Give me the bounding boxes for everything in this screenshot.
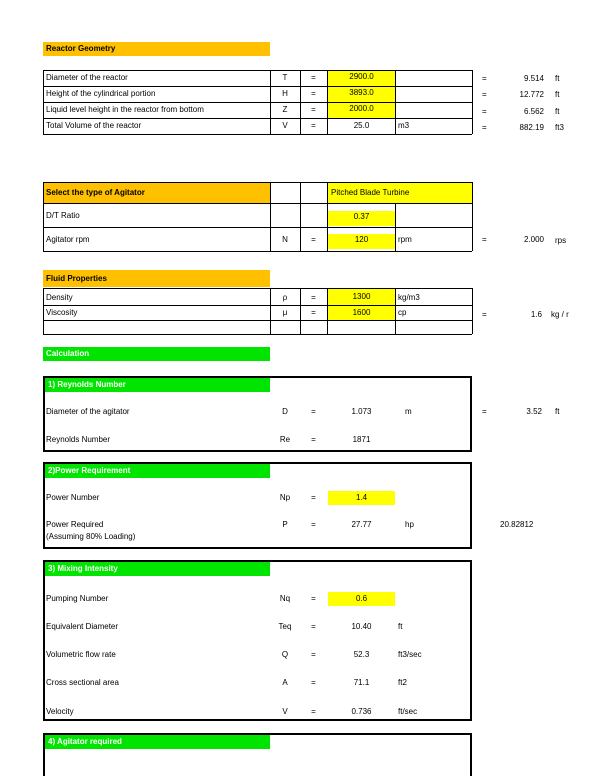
power-required-label: Power Required	[46, 520, 104, 529]
symbol-d: D	[282, 407, 288, 416]
unit-ft3-sec: ft3/sec	[398, 650, 422, 659]
power-extra-value: 20.82812	[500, 520, 534, 529]
agitator-diameter-value: 1.073	[351, 407, 372, 416]
power-number-label: Power Number	[46, 493, 100, 502]
reynolds-number-value: 1871	[352, 435, 371, 444]
volumetric-flow-label: Volumetric flow rate	[46, 650, 116, 659]
symbol-a: A	[282, 678, 288, 687]
equals: =	[311, 493, 316, 502]
unit-ft: ft	[555, 74, 560, 83]
equals: =	[311, 293, 316, 302]
pumping-number-label: Pumping Number	[46, 594, 109, 603]
equals: =	[311, 520, 316, 529]
reynolds-header: 1) Reynolds Number	[45, 378, 270, 392]
reynolds-number-label: Reynolds Number	[46, 435, 111, 444]
equals: =	[482, 74, 487, 83]
equals: =	[311, 105, 316, 114]
equals: =	[311, 73, 316, 82]
velocity-label: Velocity	[46, 707, 74, 716]
equals: =	[311, 435, 316, 444]
fluid-properties-header: Fluid Properties	[43, 270, 270, 287]
equals: =	[482, 310, 487, 319]
equals: =	[311, 407, 316, 416]
unit-kg-m3: kg/m3	[398, 293, 420, 302]
symbol-mu: μ	[282, 308, 288, 317]
equals: =	[311, 308, 316, 317]
unit-ft: ft	[555, 90, 560, 99]
row-label-diameter: Diameter of the reactor	[46, 73, 128, 82]
equals: =	[311, 89, 316, 98]
agitator-type-select[interactable]: Pitched Blade Turbine	[328, 183, 472, 203]
symbol-z: Z	[282, 105, 288, 114]
equals: =	[311, 594, 316, 603]
equals: =	[311, 650, 316, 659]
equals: =	[311, 707, 316, 716]
mixing-section	[43, 560, 472, 721]
height-input[interactable]: 3893.0	[328, 87, 395, 102]
equals: =	[482, 407, 487, 416]
symbol-nq: Nq	[279, 594, 291, 603]
liquid-level-input[interactable]: 2000.0	[328, 103, 395, 118]
unit-rps: rps	[555, 236, 567, 245]
equals: =	[482, 123, 487, 132]
symbol-rho: ρ	[282, 293, 288, 302]
reactor-geometry-header: Reactor Geometry	[43, 42, 270, 56]
equals: =	[311, 121, 316, 130]
unit-ft: ft	[555, 407, 560, 416]
viscosity-label: Viscosity	[46, 308, 78, 317]
calculation-header: Calculation	[43, 347, 270, 361]
symbol-re: Re	[279, 435, 291, 444]
unit-m: m	[405, 407, 412, 416]
unit-hp: hp	[405, 520, 414, 529]
symbol-teq: Teq	[278, 622, 292, 631]
total-volume-value: 25.0	[353, 121, 370, 130]
agitator-rpm-label: Agitator rpm	[46, 235, 90, 244]
equivalent-diameter-value: 10.40	[351, 622, 372, 631]
diameter-ft-value: 9.514	[523, 74, 544, 83]
cross-section-value: 71.1	[353, 678, 370, 687]
equals: =	[482, 235, 487, 244]
symbol-n: N	[282, 235, 288, 244]
unit-rpm: rpm	[398, 235, 412, 244]
density-label: Density	[46, 293, 73, 302]
agitator-diameter-ft-value: 3.52	[526, 407, 542, 416]
symbol-q: Q	[281, 650, 289, 659]
unit-cp: cp	[398, 308, 407, 317]
unit-ft-sec: ft/sec	[398, 707, 418, 716]
symbol-p: P	[282, 520, 288, 529]
dt-ratio-label: D/T Ratio	[46, 211, 80, 220]
symbol-v: V	[282, 707, 288, 716]
equals: =	[482, 90, 487, 99]
power-required-value: 27.77	[351, 520, 372, 529]
unit-ft3: ft3	[555, 123, 564, 132]
density-input[interactable]: 1300	[328, 289, 395, 305]
equals: =	[311, 622, 316, 631]
pumping-number-input[interactable]: 0.6	[328, 592, 395, 606]
agitator-required-header: 4) Agitator required	[45, 735, 270, 749]
equivalent-diameter-label: Equivalent Diameter	[46, 622, 119, 631]
unit-kg-r: kg / r	[551, 310, 569, 319]
liquid-level-ft-value: 6.562	[523, 107, 544, 116]
unit-ft: ft	[398, 622, 403, 631]
equals: =	[311, 235, 316, 244]
agitator-rpm-input[interactable]: 120	[328, 234, 395, 249]
diameter-input[interactable]: 2900.0	[328, 71, 395, 86]
agitator-type-header: Select the type of Agitator	[43, 182, 270, 203]
equals: =	[311, 678, 316, 687]
row-label-liquid-level: Liquid level height in the reactor from bottom	[46, 105, 204, 114]
unit-m3: m3	[398, 121, 410, 130]
viscosity-conv-value: 1.6	[530, 310, 542, 319]
total-volume-ft3-value: 882.19	[519, 123, 544, 132]
row-label-total-volume: Total Volume of the reactor	[46, 121, 142, 130]
power-number-input[interactable]: 1.4	[328, 491, 395, 505]
velocity-value: 0.736	[351, 707, 372, 716]
row-label-height: Height of the cylindrical portion	[46, 89, 156, 98]
unit-ft: ft	[555, 107, 560, 116]
agitator-rps-value: 2.000	[523, 235, 544, 244]
symbol-v: V	[282, 121, 288, 130]
unit-ft2: ft2	[398, 678, 407, 687]
volumetric-flow-value: 52.3	[353, 650, 370, 659]
power-header: 2)Power Requirement	[45, 464, 270, 478]
mixing-header: 3) Mixing Intensity	[45, 562, 270, 576]
equals: =	[482, 107, 487, 116]
height-ft-value: 12.772	[519, 90, 544, 99]
cross-section-label: Cross sectional area	[46, 678, 119, 687]
dt-ratio-input[interactable]: 0.37	[328, 211, 395, 226]
agitator-diameter-label: Diameter of the agitator	[46, 407, 130, 416]
symbol-t: T	[282, 73, 288, 82]
power-loading-note: (Assuming 80% Loading)	[46, 532, 136, 541]
viscosity-input[interactable]: 1600	[328, 306, 395, 320]
symbol-np: Np	[279, 493, 291, 502]
symbol-h: H	[282, 89, 288, 98]
